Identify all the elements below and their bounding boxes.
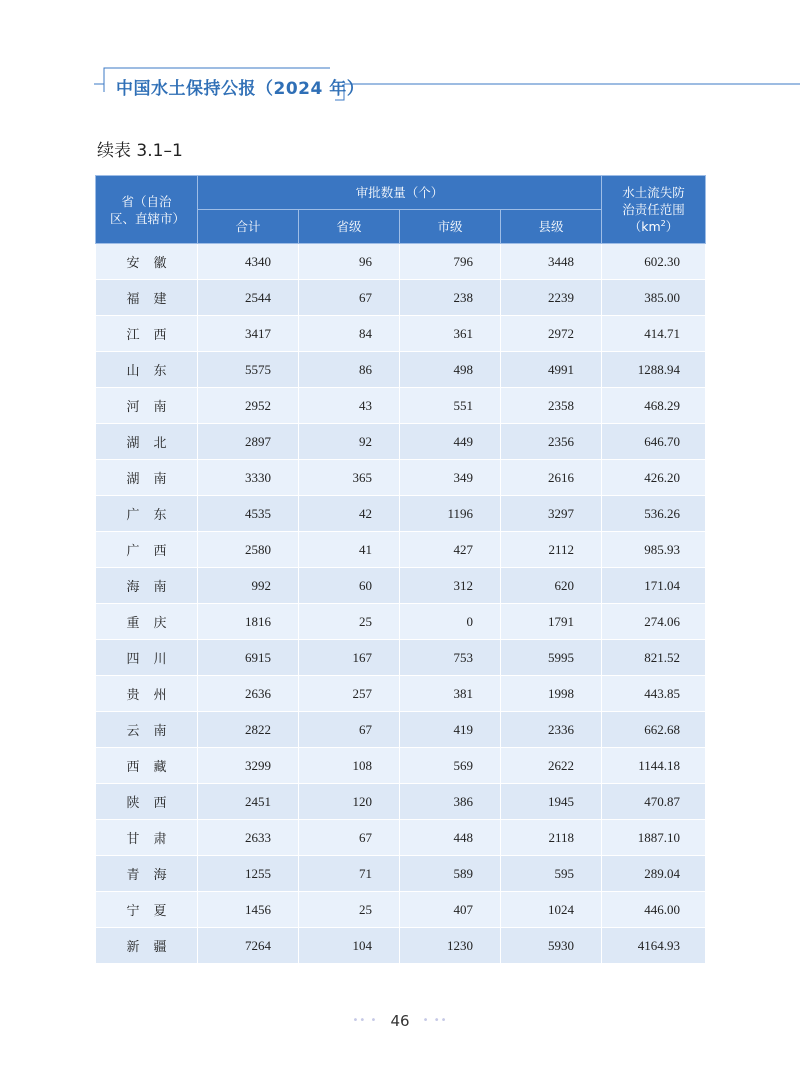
cell-provincial: 86 <box>299 352 400 388</box>
header-county: 县级 <box>501 210 602 244</box>
page-number: 46 <box>390 1011 410 1030</box>
cell-province: 新疆 <box>96 928 198 964</box>
table-row <box>96 568 706 604</box>
cell-province: 江西 <box>96 316 198 352</box>
cell-province: 贵州 <box>96 676 198 712</box>
table-row <box>96 856 706 892</box>
cell-area: 646.70 <box>602 424 706 460</box>
cell-area: 4164.93 <box>602 928 706 964</box>
cell-county: 1945 <box>501 784 602 820</box>
cell-city: 498 <box>400 352 501 388</box>
cell-area: 385.00 <box>602 280 706 316</box>
cell-area: 1887.10 <box>602 820 706 856</box>
header-provincial: 省级 <box>299 210 400 244</box>
cell-province: 福建 <box>96 280 198 316</box>
cell-county: 3297 <box>501 496 602 532</box>
cell-provincial: 41 <box>299 532 400 568</box>
cell-city: 238 <box>400 280 501 316</box>
cell-county: 595 <box>501 856 602 892</box>
cell-city: 1196 <box>400 496 501 532</box>
cell-provincial: 108 <box>299 748 400 784</box>
cell-city: 449 <box>400 424 501 460</box>
cell-total: 2580 <box>198 532 299 568</box>
table-row <box>96 496 706 532</box>
cell-provincial: 43 <box>299 388 400 424</box>
approval-table <box>95 175 706 964</box>
cell-county: 2616 <box>501 460 602 496</box>
table-row <box>96 820 706 856</box>
cell-city: 796 <box>400 244 501 280</box>
cell-city: 312 <box>400 568 501 604</box>
cell-area: 1144.18 <box>602 748 706 784</box>
cell-total: 2822 <box>198 712 299 748</box>
cell-provincial: 84 <box>299 316 400 352</box>
cell-city: 349 <box>400 460 501 496</box>
cell-city: 427 <box>400 532 501 568</box>
cell-county: 5930 <box>501 928 602 964</box>
cell-total: 4340 <box>198 244 299 280</box>
cell-provincial: 104 <box>299 928 400 964</box>
header-area-label: 水土流失防治责任范围 <box>622 185 685 217</box>
cell-county: 2336 <box>501 712 602 748</box>
cell-province: 河南 <box>96 388 198 424</box>
cell-total: 2897 <box>198 424 299 460</box>
cell-provincial: 67 <box>299 820 400 856</box>
table-row <box>96 460 706 496</box>
cell-total: 3417 <box>198 316 299 352</box>
cell-province: 甘肃 <box>96 820 198 856</box>
cell-total: 1816 <box>198 604 299 640</box>
cell-provincial: 60 <box>299 568 400 604</box>
cell-area: 443.85 <box>602 676 706 712</box>
cell-total: 6915 <box>198 640 299 676</box>
cell-total: 1456 <box>198 892 299 928</box>
cell-provincial: 92 <box>299 424 400 460</box>
header-total: 合计 <box>198 210 299 244</box>
table-row <box>96 280 706 316</box>
cell-provincial: 365 <box>299 460 400 496</box>
cell-county: 2356 <box>501 424 602 460</box>
cell-city: 381 <box>400 676 501 712</box>
cell-county: 2112 <box>501 532 602 568</box>
cell-total: 2952 <box>198 388 299 424</box>
cell-area: 289.04 <box>602 856 706 892</box>
cell-county: 2972 <box>501 316 602 352</box>
cell-total: 2544 <box>198 280 299 316</box>
table-row <box>96 928 706 964</box>
cell-total: 992 <box>198 568 299 604</box>
cell-provincial: 67 <box>299 280 400 316</box>
table-row <box>96 892 706 928</box>
cell-provincial: 25 <box>299 604 400 640</box>
table-body <box>96 244 706 964</box>
cell-city: 569 <box>400 748 501 784</box>
cell-province: 云南 <box>96 712 198 748</box>
cell-area: 446.00 <box>602 892 706 928</box>
cell-city: 448 <box>400 820 501 856</box>
cell-province: 西藏 <box>96 748 198 784</box>
cell-area: 662.68 <box>602 712 706 748</box>
cell-county: 2239 <box>501 280 602 316</box>
table-row <box>96 604 706 640</box>
table-row <box>96 784 706 820</box>
cell-province: 湖南 <box>96 460 198 496</box>
cell-total: 2633 <box>198 820 299 856</box>
cell-provincial: 257 <box>299 676 400 712</box>
cell-county: 1998 <box>501 676 602 712</box>
cell-city: 1230 <box>400 928 501 964</box>
table-row <box>96 424 706 460</box>
cell-county: 1791 <box>501 604 602 640</box>
cell-area: 821.52 <box>602 640 706 676</box>
cell-city: 551 <box>400 388 501 424</box>
header-responsibility-area <box>602 176 706 244</box>
table-caption: 续表 3.1–1 <box>97 141 183 161</box>
table-row <box>96 532 706 568</box>
cell-total: 4535 <box>198 496 299 532</box>
cell-province: 广西 <box>96 532 198 568</box>
cell-county: 3448 <box>501 244 602 280</box>
cell-provincial: 71 <box>299 856 400 892</box>
cell-county: 2622 <box>501 748 602 784</box>
cell-province: 安徽 <box>96 244 198 280</box>
cell-province: 四川 <box>96 640 198 676</box>
cell-area: 468.29 <box>602 388 706 424</box>
header-approval-count: 审批数量（个） <box>198 176 602 210</box>
cell-county: 5995 <box>501 640 602 676</box>
table-row <box>96 676 706 712</box>
cell-area: 985.93 <box>602 532 706 568</box>
cell-county: 2118 <box>501 820 602 856</box>
cell-city: 0 <box>400 604 501 640</box>
table-row <box>96 712 706 748</box>
cell-county: 2358 <box>501 388 602 424</box>
cell-total: 7264 <box>198 928 299 964</box>
cell-total: 3299 <box>198 748 299 784</box>
table-row <box>96 316 706 352</box>
cell-province: 宁夏 <box>96 892 198 928</box>
table-row <box>96 352 706 388</box>
cell-area: 414.71 <box>602 316 706 352</box>
cell-city: 386 <box>400 784 501 820</box>
cell-total: 3330 <box>198 460 299 496</box>
cell-city: 753 <box>400 640 501 676</box>
cell-area: 602.30 <box>602 244 706 280</box>
table-row <box>96 640 706 676</box>
table-row <box>96 388 706 424</box>
cell-provincial: 67 <box>299 712 400 748</box>
cell-province: 湖北 <box>96 424 198 460</box>
cell-area: 536.26 <box>602 496 706 532</box>
cell-province: 青海 <box>96 856 198 892</box>
cell-county: 620 <box>501 568 602 604</box>
cell-area: 171.04 <box>602 568 706 604</box>
cell-province: 山东 <box>96 352 198 388</box>
cell-county: 4991 <box>501 352 602 388</box>
cell-total: 1255 <box>198 856 299 892</box>
cell-provincial: 42 <box>299 496 400 532</box>
cell-total: 2636 <box>198 676 299 712</box>
cell-city: 589 <box>400 856 501 892</box>
footer-dots-right: • •• <box>422 1015 448 1026</box>
cell-area: 1288.94 <box>602 352 706 388</box>
cell-provincial: 25 <box>299 892 400 928</box>
footer-dots-left: •• • <box>352 1015 378 1026</box>
cell-province: 重庆 <box>96 604 198 640</box>
cell-area: 426.20 <box>602 460 706 496</box>
cell-province: 广东 <box>96 496 198 532</box>
cell-province: 海南 <box>96 568 198 604</box>
header-city: 市级 <box>400 210 501 244</box>
header-province: 省（自治区、直辖市） <box>96 176 198 244</box>
cell-provincial: 167 <box>299 640 400 676</box>
table-row <box>96 244 706 280</box>
cell-county: 1024 <box>501 892 602 928</box>
cell-city: 361 <box>400 316 501 352</box>
publication-title: 中国水土保持公报（2024 年） <box>116 79 365 99</box>
cell-total: 5575 <box>198 352 299 388</box>
cell-area: 470.87 <box>602 784 706 820</box>
cell-provincial: 120 <box>299 784 400 820</box>
page-footer <box>0 1010 800 1030</box>
cell-total: 2451 <box>198 784 299 820</box>
cell-area: 274.06 <box>602 604 706 640</box>
table-row <box>96 748 706 784</box>
cell-province: 陕西 <box>96 784 198 820</box>
cell-city: 407 <box>400 892 501 928</box>
cell-city: 419 <box>400 712 501 748</box>
header-area-unit: $(km^2)$ <box>628 218 679 234</box>
cell-provincial: 96 <box>299 244 400 280</box>
